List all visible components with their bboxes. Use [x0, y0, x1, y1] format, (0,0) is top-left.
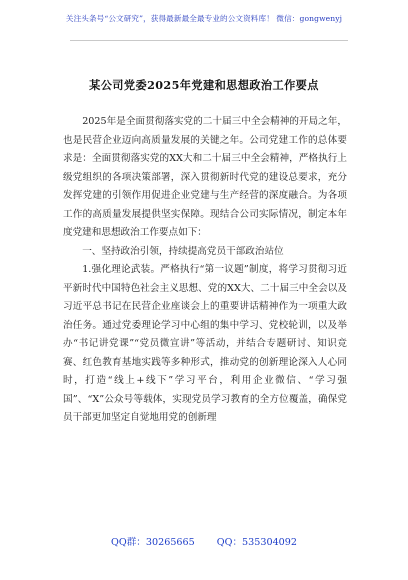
document-body	[63, 113, 347, 428]
section-1-item-1: 1.强化理论武装。严格执行“第一议题”制度，将学习贯彻习近平新时代中国特色社会主义思想、党的XX大、二十届三中全会以及习近平总书记在民营企业座谈会上的重要讲话精神作为一项重大政治任务。通过党委理论学习中心组的集中学习、党校轮训，以及举办“书记讲党课”“党员微宣讲”等活动，并结合专题研讨、知识竞赛、红色教育基地实践等多种形式，推动党的创新理论深入人心同时，打造“线上+线下”学习平台，利用企业微信、“学习强国”、“X”公众号等载体，实现党员学习教育的全方位覆盖，确保党员干部更加坚定自觉地用党的创新理	[63, 264, 347, 423]
section-heading-1: 一、坚持政治引领，持续提高党员干部政治站位	[82, 245, 284, 257]
footer-qq-number: QQ：535304092	[216, 537, 297, 548]
header-divider	[70, 40, 348, 41]
header-promo-note: 关注头条号“公文研究”，获得最新最全最专业的公文资料库！ 微信：gongwenyj	[65, 14, 343, 23]
footer-contact	[0, 534, 408, 548]
footer-qq-group: QQ群：30265665	[110, 537, 195, 548]
document-title: 某公司党委2025年党建和思想政治工作要点	[89, 78, 319, 92]
intro-paragraph: 2025年是全面贯彻落实党的二十届三中全会精神的开局之年，也是民营企业迈向高质量发展的关键之年。公司党建工作的总体要求是：全面贯彻落实党的XX大和二十届三中全会精神，严格执行上级党组织的各项决策部署，深入贯彻新时代党的建设总要求，充分发挥党建的引领作用促进企业党建与生产经营的深度融合。为各项工作的高质量发展提供坚实保障。现结合公司实际情况，制定本年度党建和思想政治工作要点如下：	[63, 116, 347, 238]
